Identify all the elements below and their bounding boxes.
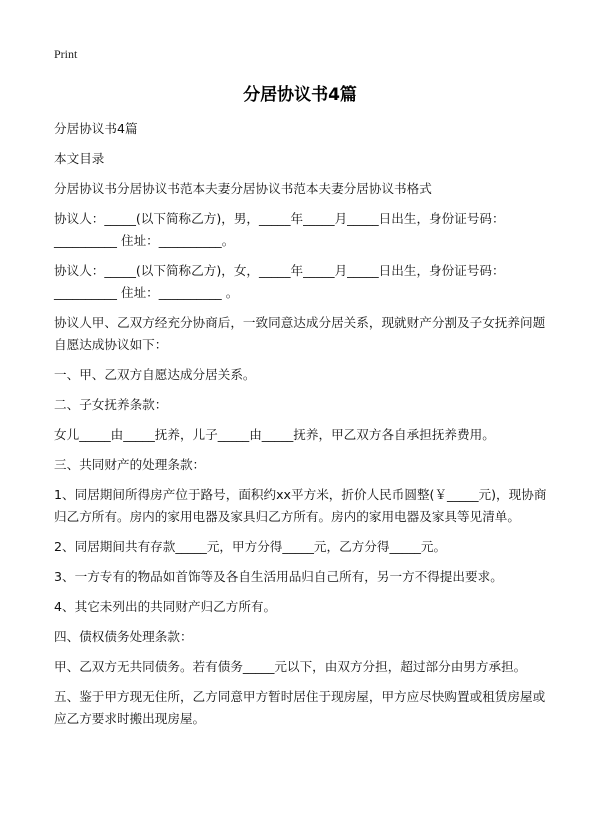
document-title: 分居协议书4篇 (243, 85, 357, 105)
property-item-1: 1、同居期间所得房产位于路号，面积约xx平方米，折价人民币圆整(￥_____元)，现协商归乙方所有。房内的家用电器及家具归乙方所有。房内的家用电器及家具等见清单。 (54, 487, 547, 524)
property-item-2: 2、同居期间共有存款_____元，甲方分得_____元，乙方分得_____元。 (54, 539, 447, 554)
party-a-paragraph: 协议人：_____(以下简称乙方)，男，_____年_____月_____日出生，身份证号码：__________ 住址：__________。 (54, 211, 505, 248)
toc-list: 分居协议书分居协议书范本夫妻分居协议书范本夫妻分居协议书格式 (54, 181, 432, 196)
clause-3-heading: 三、共同财产的处理条款： (54, 457, 206, 472)
subtitle-paragraph: 分居协议书4篇 (54, 121, 138, 136)
clause-2-heading: 二、子女抚养条款： (54, 397, 168, 412)
toc-heading: 本文目录 (54, 151, 105, 166)
party-b-paragraph: 协议人：_____(以下简称乙方)，女，_____年_____月_____日出生，身份证号码：__________ 住址：__________ 。 (54, 263, 505, 300)
clause-5-paragraph: 五、鉴于甲方现无住所，乙方同意甲方暂时居住于现房屋，甲方应尽快购置或租赁房屋或应乙方要求时搬出现房屋。 (54, 689, 546, 726)
document-body (54, 118, 554, 738)
print-label: Print (54, 47, 78, 61)
child-custody-paragraph: 女儿_____由_____抚养，儿子_____由_____抚养，甲乙双方各自承担抚养费用。 (54, 427, 495, 442)
property-item-3: 3、一方专有的物品如首饰等及各自生活用品归自己所有，另一方不得提出要求。 (54, 569, 503, 584)
property-item-4: 4、其它未列出的共同财产归乙方所有。 (54, 599, 277, 614)
clause-1-paragraph: 一、甲、乙双方自愿达成分居关系。 (54, 367, 256, 382)
intro-paragraph: 协议人甲、乙双方经充分协商后，一致同意达成分居关系，现就财产分割及子女抚养问题自愿达成协议如下： (54, 315, 546, 352)
debt-paragraph: 甲、乙双方无共同债务。若有债务_____元以下，由双方分担，超过部分由男方承担。 (54, 659, 527, 674)
clause-4-heading: 四、债权债务处理条款： (54, 629, 193, 644)
